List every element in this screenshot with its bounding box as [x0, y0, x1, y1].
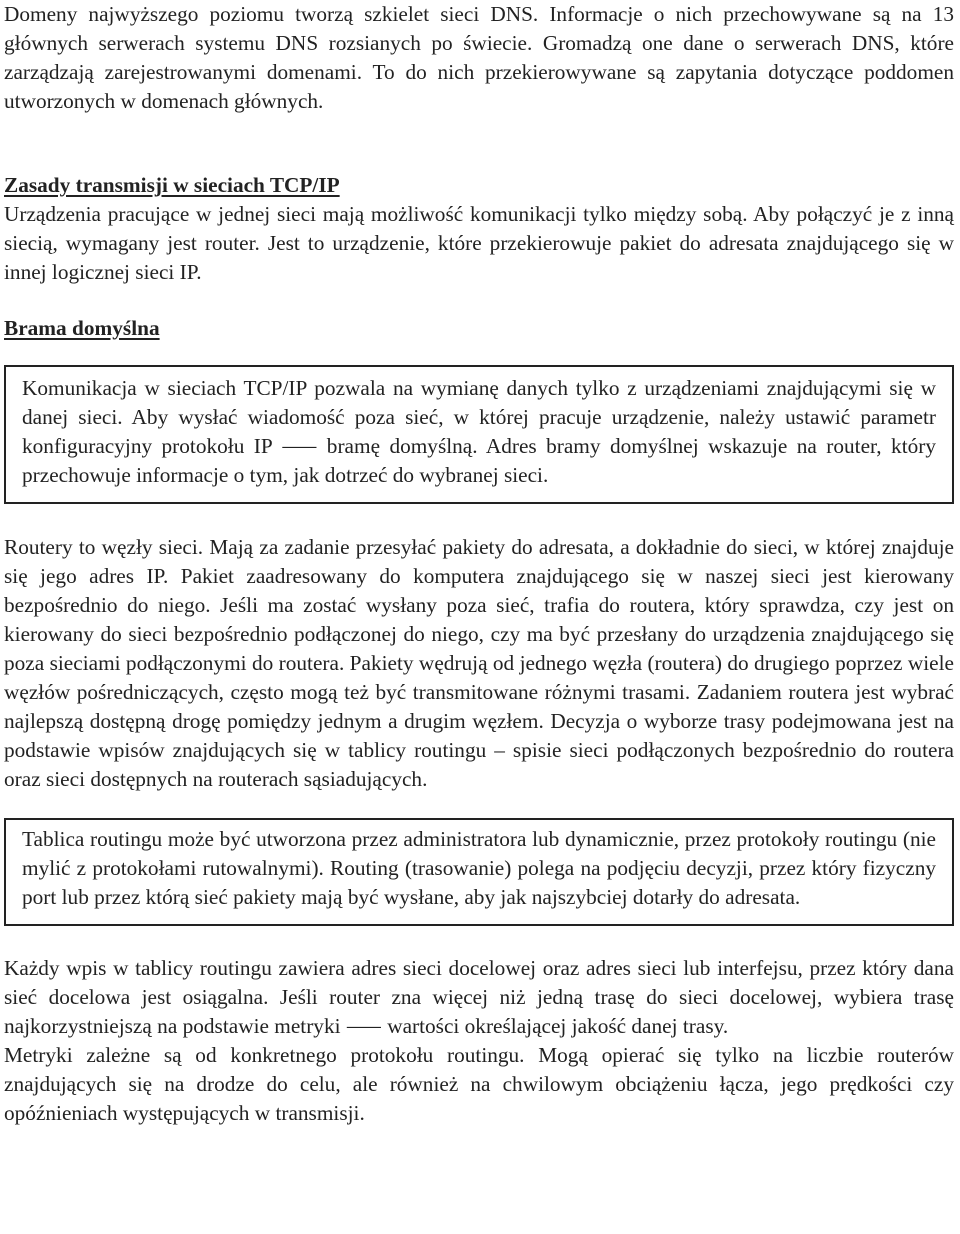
metrics-paragraph: Metryki zależne są od konkretnego protokołu routingu. Mogą opierać się tylko na liczbie routerów znajdujących się na drodze do celu, ale również na chwilowym obciążeniu łącza, jego prędkości czy opóźnieniach występujących w transmisji. — [4, 1043, 954, 1125]
default-gateway-box-paragraph: Komunikacja w sieciach TCP/IP pozwala na wymianę danych tylko z urządzeniami znajdującymi się w danej sieci. Aby wysłać wiadomość poza sieć, w której pracuje urządzenie, należy ustawić parametr konfiguracyjny protokołu IP ⸺ bramę domyślną. Adres bramy domyślnej wskazuje na router, który przechowuje informacje o tym, jak dotrzeć do wybranej sieci. — [22, 376, 936, 487]
routing-table-box-paragraph: Tablica routingu może być utworzona przez administratora lub dynamicznie, przez protokoły routingu (nie mylić z protokołami rutowalnymi). Routing (trasowanie) polega na podjęciu decyzji, przez który fizyczny port lub przez którą sieć pakiety mają być wysłane, aby jak najszybciej dotarły do adresata. — [22, 827, 936, 909]
routing-table-box — [4, 818, 954, 926]
heading-default-gateway: Brama domyślna — [4, 316, 160, 340]
routing-entries-paragraph: Każdy wpis w tablicy routingu zawiera adres sieci docelowej oraz adres sieci lub interfejsu, przez który dana sieć docelowa jest osiągalna. Jeśli router zna więcej niż jedną trasę do sieci docelowej, wybiera trasę najkorzystniejszą na podstawie metryki ⸺ wartości określającej jakość danej trasy. — [4, 956, 954, 1038]
default-gateway-box — [4, 365, 954, 504]
heading-tcp-ip-transmission: Zasady transmisji w sieciach TCP/IP — [4, 173, 340, 197]
intro-paragraph: Domeny najwyższego poziomu tworzą szkielet sieci DNS. Informacje o nich przechowywane są na 13 głównych serwerach systemu DNS rozsianych po świecie. Gromadzą one dane o serwerach DNS, które zarządzają zarejestrowanymi domenami. To do nich przekierowywane są zapytania dotyczące poddomen utworzonych w domenach głównych. — [4, 2, 954, 113]
routers-paragraph: Routery to węzły sieci. Mają za zadanie przesyłać pakiety do adresata, a dokładnie do sieci, w której znajduje się jego adres IP. Pakiet zaadresowany do komputera znajdującego się w naszej sieci jest kierowany bezpośrednio do niego. Jeśli ma zostać wysłany poza sieć, trafia do routera, który sprawdza, czy jest on kierowany do sieci bezpośrednio podłączonej do niego, czy ma być przesłany do urządzenia znajdującego się poza sieciami podłączonymi do routera. Pakiety wędrują od jednego węzła (routera) do drugiego poprzez wiele węzłów pośredniczących, często mogą też być transmitowane różnymi trasami. Zadaniem routera jest wybrać najlepszą dostępną drogę pomiędzy jednym a drugim węzłem. Decyzja o wyborze trasy podejmowana jest na podstawie wpisów znajdujących się w tablicy routingu – spisie sieci podłączonych bezpośrednio do routera oraz sieci dostępnych na routerach sąsiadujących. — [4, 535, 954, 791]
tcp-ip-paragraph: Urządzenia pracujące w jednej sieci mają możliwość komunikacji tylko między sobą. Aby połączyć je z inną siecią, wymagany jest router. Jest to urządzenie, które przekierowuje pakiet do adresata znajdującego się w innej logicznej sieci IP. — [4, 202, 954, 284]
